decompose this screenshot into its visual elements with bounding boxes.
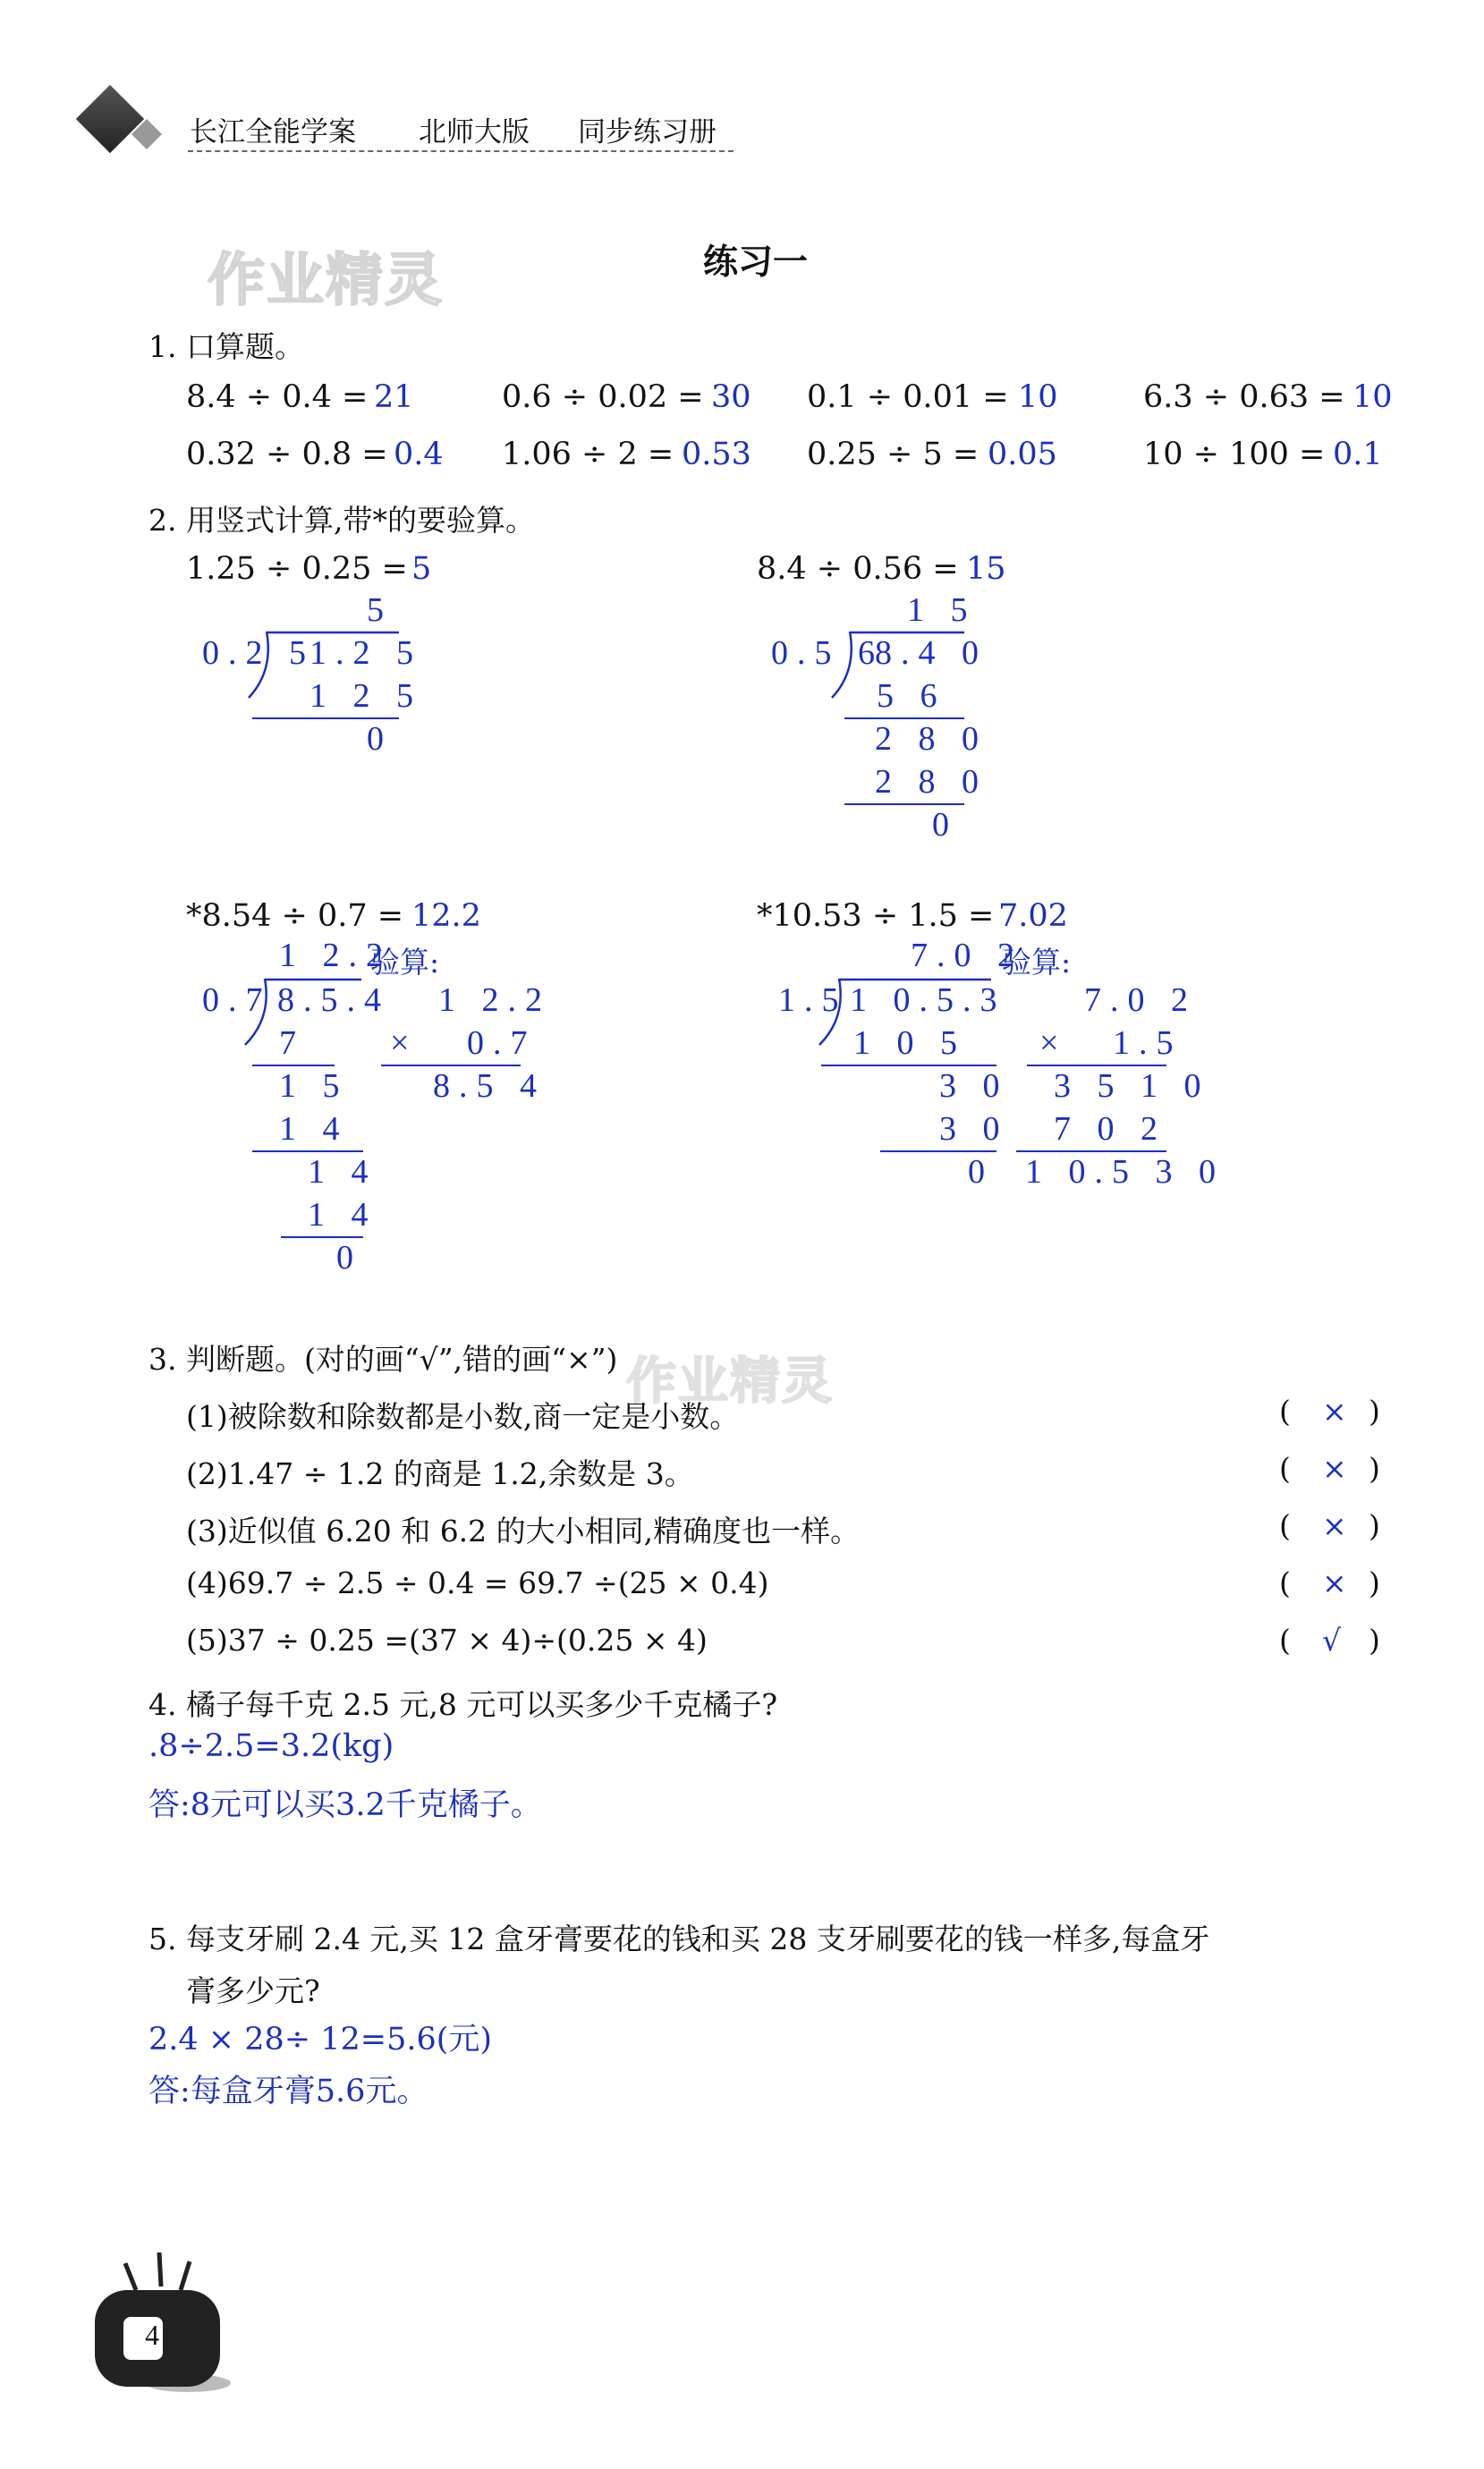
q4-work: .8÷2.5=3.2(kg) xyxy=(148,1728,394,1764)
q2-b-quotient: 1 5 xyxy=(907,591,977,629)
q3-paren-close: ) xyxy=(1369,1508,1380,1543)
q2-c-dividend: 8.5.4 xyxy=(277,981,390,1019)
q2-a-dividend: 1.2 5 xyxy=(310,634,422,672)
header-divider xyxy=(188,150,734,152)
q3-statement: (2)1.47 ÷ 1.2 的商是 1.2,余数是 3。 xyxy=(186,1456,694,1491)
q1-expr: 0.32 ÷ 0.8 = xyxy=(186,437,388,472)
q2-c-check-label: 验算: xyxy=(370,945,440,980)
q1-expr: 0.1 ÷ 0.01 = xyxy=(807,379,1009,415)
q2-b-dividend: 8.4 0 xyxy=(875,634,988,672)
q3-statement: (3)近似值 6.20 和 6.2 的大小相同,精确度也一样。 xyxy=(186,1514,861,1548)
q3-statement: (1)被除数和除数都是小数,商一定是小数。 xyxy=(186,1399,740,1434)
q1-title: 1. 口算题。 xyxy=(148,329,304,364)
q2-a-step: 1 2 5 xyxy=(310,677,422,715)
q2-c-check-op: × xyxy=(390,1024,419,1062)
q2-d-check-partial-2: 7 0 2 xyxy=(1054,1110,1166,1148)
q2-c-check-factor-b: 0.7 xyxy=(467,1024,537,1062)
q2-b-step: 2 8 0 xyxy=(875,763,988,801)
watermark: 作业精灵 xyxy=(208,248,444,314)
q1-expr: 0.6 ÷ 0.02 = xyxy=(502,379,704,415)
q2-d-check-label: 验算: xyxy=(1002,945,1072,980)
q2-a-step: 0 xyxy=(367,720,393,758)
q2-d-answer: 7.02 xyxy=(998,898,1068,934)
q1-answer: 0.4 xyxy=(394,437,444,472)
q4-answer: 答:8元可以买3.2千克橘子。 xyxy=(148,1787,542,1823)
page-title: 练习一 xyxy=(703,242,809,283)
q3-statement: (4)69.7 ÷ 2.5 ÷ 0.4 = 69.7 ÷(25 × 0.4) xyxy=(186,1565,769,1600)
q2-c-divisor: 0.7 xyxy=(202,981,272,1019)
q3-mark: × xyxy=(1322,1451,1347,1486)
q2-d-divisor: 1.5 xyxy=(778,981,848,1019)
q1-answer: 10 xyxy=(1018,379,1058,415)
q2-b-step: 2 8 0 xyxy=(875,720,988,758)
q2-d-quotient: 7.0 2 xyxy=(911,937,1023,974)
q2-c-step: 1 5 xyxy=(279,1067,349,1105)
header-book: 同步练习册 xyxy=(578,116,717,148)
tv-icon xyxy=(89,2249,233,2401)
q2-b-expr: 8.4 ÷ 0.56 = xyxy=(757,551,959,587)
q3-mark: √ xyxy=(1322,1623,1342,1658)
q2-b-answer: 15 xyxy=(966,551,1006,587)
q2-c-answer: 12.2 xyxy=(411,898,481,934)
q1-expr: 0.25 ÷ 5 = xyxy=(807,437,979,472)
q3-paren-close: ) xyxy=(1369,1623,1380,1658)
q1-answer: 10 xyxy=(1353,379,1393,415)
q1-answer: 0.05 xyxy=(988,437,1057,472)
q2-c-check-result: 8.5 4 xyxy=(433,1067,546,1105)
q3-mark: × xyxy=(1322,1508,1347,1543)
q1-answer: 0.53 xyxy=(682,437,751,472)
q2-c-step: 0 xyxy=(336,1239,362,1277)
q1-expr: 6.3 ÷ 0.63 = xyxy=(1143,379,1345,415)
q2-a-answer: 5 xyxy=(411,551,432,587)
q5-title-line-2: 膏多少元? xyxy=(186,1973,320,2008)
q2-d-check-partial-1: 3 5 1 0 xyxy=(1054,1067,1210,1105)
q2-b-divisor: 0.5 6 xyxy=(771,634,884,672)
q2-title: 2. 用竖式计算,带*的要验算。 xyxy=(148,503,535,538)
q4-title: 4. 橘子每千克 2.5 元,8 元可以买多少千克橘子? xyxy=(148,1687,778,1722)
q2-a-expr: 1.25 ÷ 0.25 = xyxy=(186,551,408,587)
q2-a-divisor: 0.2 5 xyxy=(202,634,315,672)
q2-a-quotient: 5 xyxy=(367,591,393,629)
q2-c-expr: *8.54 ÷ 0.7 = xyxy=(186,898,404,934)
q2-d-dividend: 1 0.5.3 xyxy=(850,981,1006,1019)
q1-answer: 0.1 xyxy=(1333,437,1383,472)
q2-c-step: 1 4 xyxy=(308,1196,377,1234)
q2-d-step: 3 0 xyxy=(939,1067,1009,1105)
q3-paren-close: ) xyxy=(1369,1394,1380,1429)
q2-d-check-result: 1 0.5 3 0 xyxy=(1025,1153,1225,1191)
q2-c-step: 1 4 xyxy=(308,1153,377,1191)
q5-title-line-1: 5. 每支牙刷 2.4 元,买 12 盒牙膏要花的钱和买 28 支牙刷要花的钱一样多,每盒牙 xyxy=(148,1922,1210,1956)
page-number: 4 xyxy=(145,2319,159,2351)
q2-b-step: 0 xyxy=(932,806,958,844)
q3-paren-open: ( xyxy=(1279,1565,1291,1600)
q3-paren-close: ) xyxy=(1369,1565,1380,1600)
q3-paren-open: ( xyxy=(1279,1394,1291,1429)
q2-d-expr: *10.53 ÷ 1.5 = xyxy=(757,898,995,934)
header-series: 长江全能学案 xyxy=(190,116,356,148)
diamond-icon xyxy=(76,85,144,153)
q2-d-step: 3 0 xyxy=(939,1110,1009,1148)
q3-title: 3. 判断题。(对的画“√”,错的画“×”) xyxy=(148,1342,618,1377)
q5-work: 2.4 × 28÷ 12=5.6(元) xyxy=(148,2022,493,2058)
q3-paren-open: ( xyxy=(1279,1451,1291,1486)
header-edition: 北师大版 xyxy=(419,116,530,148)
q3-mark: × xyxy=(1322,1565,1347,1600)
q2-c-quotient: 1 2.2 xyxy=(279,937,392,974)
q5-answer: 答:每盒牙膏5.6元。 xyxy=(148,2074,428,2109)
q2-d-check-op: × xyxy=(1039,1024,1068,1062)
q1-expr: 8.4 ÷ 0.4 = xyxy=(186,379,369,415)
q2-d-step: 1 0 5 xyxy=(853,1024,966,1062)
q3-mark: × xyxy=(1322,1394,1347,1429)
q1-answer: 30 xyxy=(711,379,751,415)
q2-c-step: 1 4 xyxy=(279,1110,349,1148)
q2-d-check-factor-a: 7.0 2 xyxy=(1084,981,1197,1019)
q3-paren-close: ) xyxy=(1369,1451,1380,1486)
q1-expr: 10 ÷ 100 = xyxy=(1143,437,1326,472)
q2-c-check-factor-a: 1 2.2 xyxy=(438,981,551,1019)
q3-paren-open: ( xyxy=(1279,1508,1291,1543)
q2-d-check-factor-b: 1.5 xyxy=(1113,1024,1183,1062)
q2-b-step: 5 6 xyxy=(877,677,946,715)
watermark-2: 作业精灵 xyxy=(626,1353,834,1411)
q1-expr: 1.06 ÷ 2 = xyxy=(502,437,674,472)
q3-paren-open: ( xyxy=(1279,1623,1291,1658)
q2-d-step: 0 xyxy=(968,1153,994,1191)
q1-answer: 21 xyxy=(374,379,414,415)
q2-c-step: 7 xyxy=(279,1024,305,1062)
q3-statement: (5)37 ÷ 0.25 =(37 × 4)÷(0.25 × 4) xyxy=(186,1623,708,1658)
